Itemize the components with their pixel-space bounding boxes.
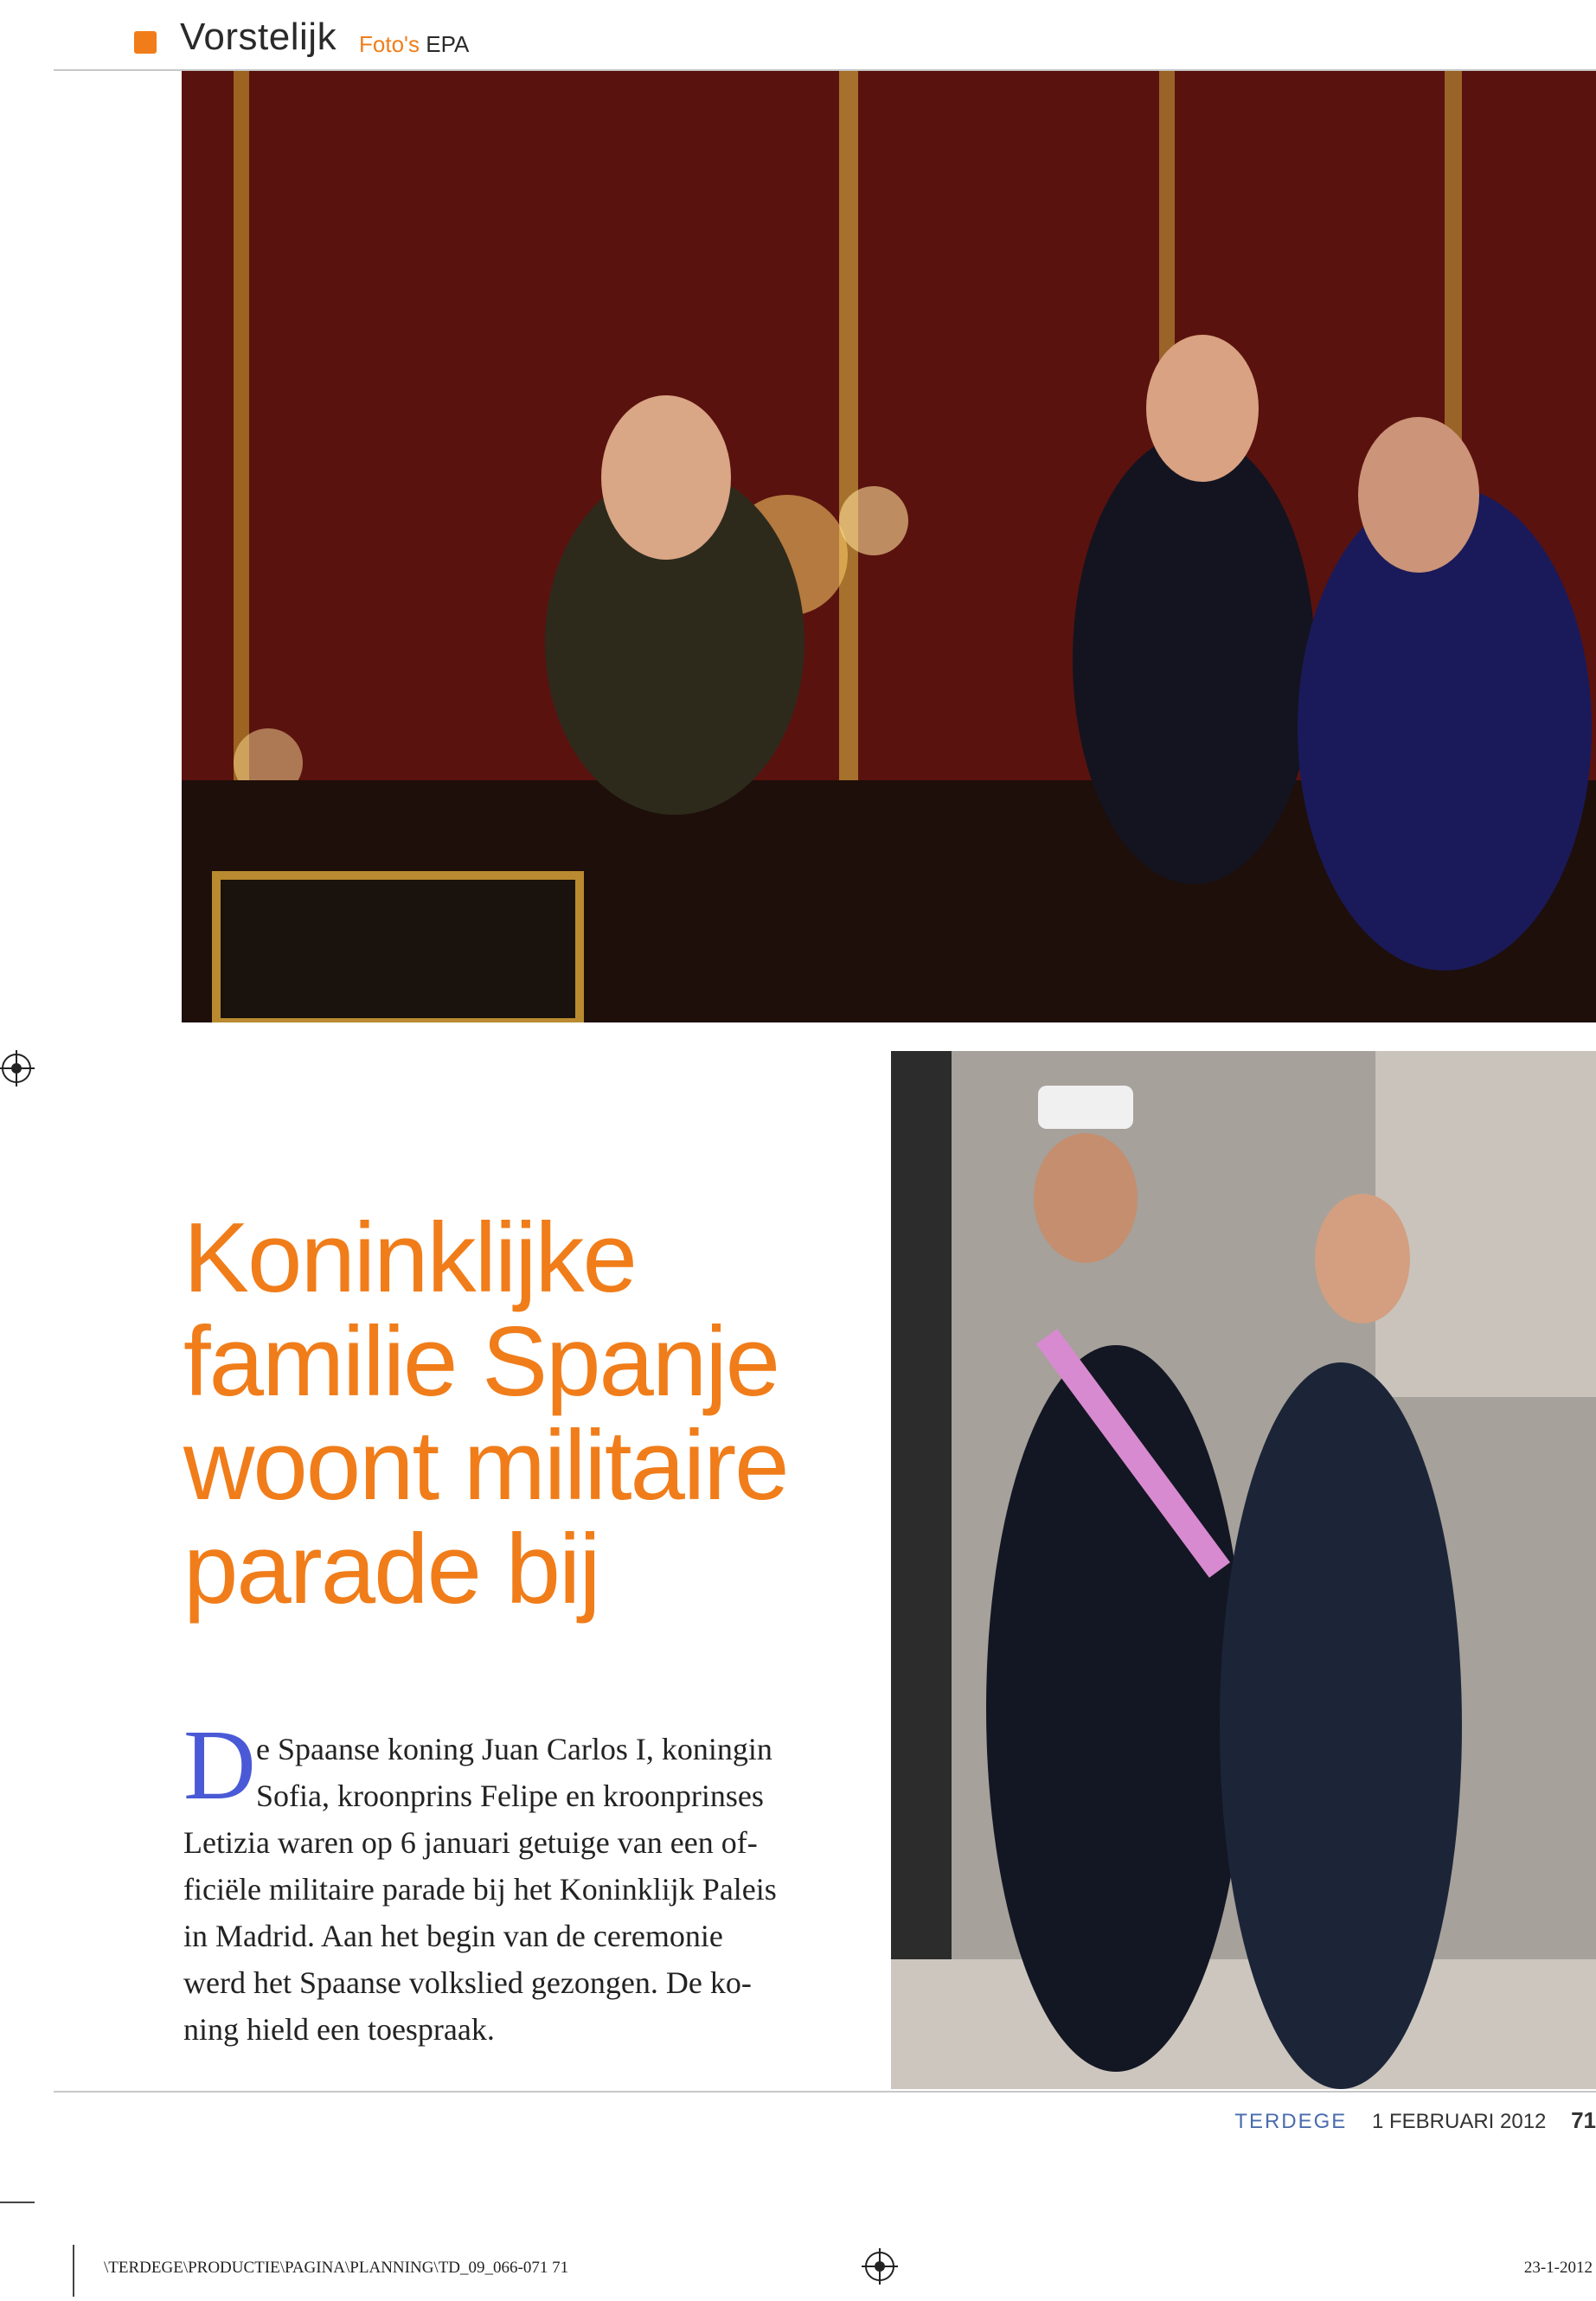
print-slug: \TERDEGE\PRODUCTIE\PAGINA\PLANNING\TD_09_066-071 71 bbox=[104, 2259, 569, 2277]
section-marker-square bbox=[134, 31, 157, 54]
print-slug-date: 23-1-2012 bbox=[1523, 2259, 1593, 2277]
photo-prince-and-princess-walking-illustration bbox=[891, 1051, 1596, 2089]
photo-king-speech-illustration bbox=[182, 71, 1596, 1022]
crop-mark bbox=[0, 2202, 35, 2203]
issue-date: 1 FEBRUARI 2012 bbox=[1371, 2110, 1547, 2133]
body-line: ning hield een toespraak. bbox=[183, 2012, 495, 2047]
registration-mark-icon bbox=[2, 1054, 31, 1083]
article-headline bbox=[183, 1203, 858, 1625]
article-body bbox=[183, 1710, 824, 2053]
photo-prince-and-princess-walking bbox=[891, 1051, 1596, 2089]
footer-divider bbox=[54, 2091, 1596, 2093]
page-footer bbox=[1234, 2107, 1596, 2134]
photo-king-speech bbox=[182, 71, 1596, 1022]
headline-line: parade bij bbox=[183, 1515, 599, 1625]
registration-mark-icon bbox=[865, 2252, 894, 2281]
body-line: e Spaanse koning Juan Carlos I, koningin bbox=[256, 1732, 772, 1766]
body-line: werd het Spaanse volkslied gezongen. De ko- bbox=[183, 1965, 752, 2000]
magazine-name: TERDEGE bbox=[1234, 2110, 1348, 2133]
body-line: Sofia, kroonprins Felipe en kroonprinses bbox=[256, 1779, 764, 1813]
headline-line: woont militaire bbox=[183, 1411, 788, 1521]
body-line: ficiële militaire parade bij het Koninklijk Paleis bbox=[183, 1872, 777, 1907]
headline-line: Koninklijke bbox=[183, 1203, 636, 1313]
headline-line: familie Spanje bbox=[183, 1307, 779, 1417]
section-title: Vorstelijk bbox=[180, 16, 337, 58]
page-number: 71 bbox=[1571, 2107, 1596, 2133]
photo-credit bbox=[359, 31, 469, 58]
crop-mark bbox=[73, 2245, 74, 2297]
photo-credit-label: Foto's bbox=[359, 31, 420, 57]
body-line: Letizia waren op 6 januari getuige van een of- bbox=[183, 1825, 758, 1860]
drop-cap: D bbox=[183, 1710, 256, 1821]
photo-credit-source: EPA bbox=[426, 31, 470, 57]
body-line: in Madrid. Aan het begin van de ceremonie bbox=[183, 1919, 723, 1953]
